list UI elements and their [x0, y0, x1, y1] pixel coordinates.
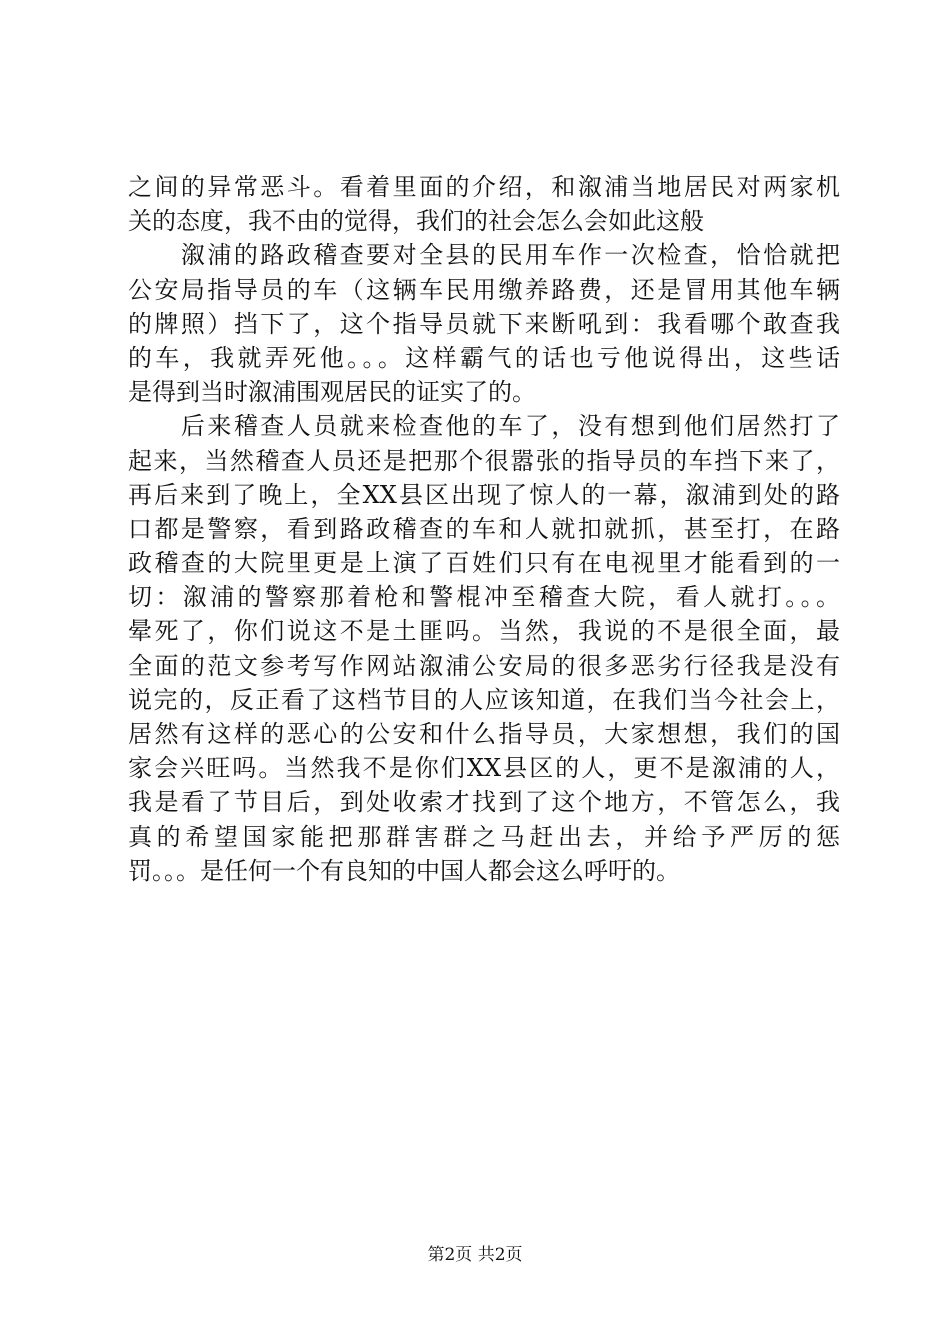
text-line: 全面的范文参考写作网站溆浦公安局的很多恶劣行径我是没有: [128, 651, 840, 680]
text-line: 居然有这样的恶心的公安和什么指导员，大家想想，我们的国: [128, 720, 840, 748]
text-line: 再后来到了晚上，全XX县区出现了惊人的一幕，溆浦到处的路: [128, 480, 840, 509]
text-line: 的车，我就弄死他。。。这样霸气的话也亏他说得出，这些话: [128, 343, 840, 372]
text-line: 真的希望国家能把那群害群之马赶出去，并给予严厉的惩: [128, 822, 840, 851]
text-line: 家会兴旺吗。当然我不是你们XX县区的人，更不是溆浦的人，: [128, 754, 840, 783]
text-line: 我是看了节目后，到处收索才找到了这个地方，不管怎么，我: [128, 788, 840, 817]
text-line: 切：溆浦的警察那着枪和警棍冲至稽查大院，看人就打。。。: [128, 583, 840, 612]
text-line: 说完的，反正看了这档节目的人应该知道，在我们当今社会上，: [128, 685, 840, 714]
text-line: 关的态度，我不由的觉得，我们的社会怎么会如此这般: [128, 207, 704, 236]
text-line: 晕死了，你们说这不是土匪吗。当然，我说的不是很全面，最: [128, 617, 840, 646]
text-line: 是得到当时溆浦围观居民的证实了的。: [128, 378, 536, 407]
page-number-footer: 第2页 共2页: [427, 1245, 523, 1265]
text-line: 之间的异常恶斗。看着里面的介绍，和溆浦当地居民对两家机: [128, 173, 840, 201]
text-line: 罚。。。是任何一个有良知的中国人都会这么呼吁的。: [128, 856, 680, 885]
text-line: 口都是警察，看到路政稽查的车和人就扣就抓，甚至打，在路: [128, 514, 840, 543]
text-line: 后来稽查人员就来检查他的车了，没有想到他们居然打了: [128, 412, 840, 441]
text-line: 政稽查的大院里更是上演了百姓们只有在电视里才能看到的一: [128, 549, 840, 578]
text-line: 溆浦的路政稽查要对全县的民用车作一次检查，恰恰就把: [128, 241, 840, 270]
text-line: 的牌照）挡下了，这个指导员就下来断吼到：我看哪个敢查我: [128, 309, 840, 338]
document-body: [128, 170, 840, 888]
text-line: 公安局指导员的车（这辆车民用缴养路费，还是冒用其他车辆: [128, 275, 840, 304]
text-line: 起来，当然稽查人员还是把那个很嚣张的指导员的车挡下来了，: [128, 446, 840, 475]
